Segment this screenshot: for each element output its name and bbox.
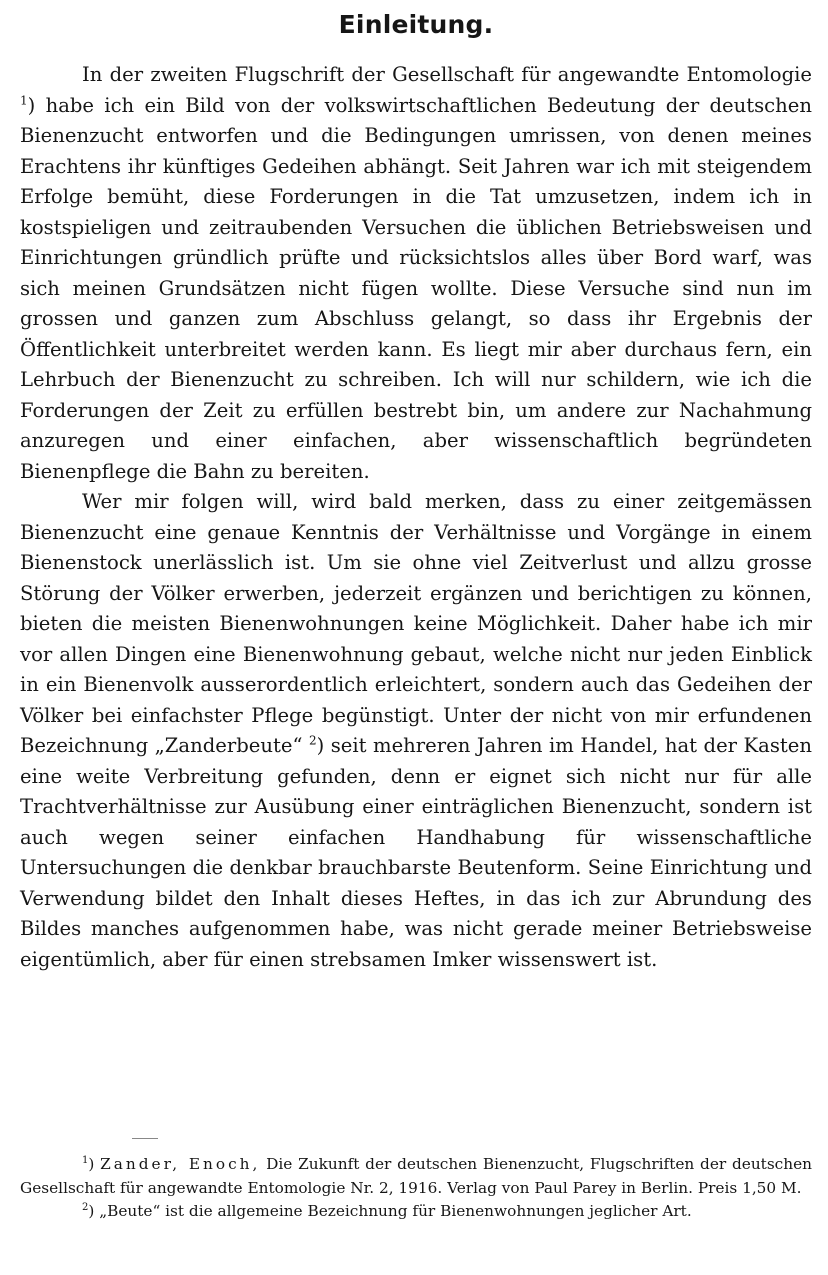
footnote-1 — [20, 1153, 812, 1200]
footnote-mark: 1 — [82, 1154, 89, 1166]
paragraph-text: ) seit mehreren Jahren im Handel, hat der Kasten eine weite Verbreitung gefunden, denn er eignet sich nicht nur für alle Trachtverhältnisse zur Ausübung einer einträglichen Bienenzucht, sondern ist auch wegen seiner einfachen Handhabung für wissenschaftliche Untersuchungen die denkbar brauchbarste Beutenform. Seine Einrichtung und Verwendung bildet den Inhalt dieses Heftes, in das ich zur Abrundung des Bildes manches aufgenommen habe, was nicht gerade meiner Betriebsweise eigentümlich, aber für einen strebsamen Imker wissenswert ist. — [20, 734, 812, 971]
document-page — [20, 0, 812, 1275]
footnote-reference-2: 2 — [308, 733, 317, 748]
body-text — [20, 60, 812, 975]
paragraph-1 — [20, 60, 812, 487]
paragraph-text: ) habe ich ein Bild von der volkswirtschaftlichen Bedeutung der deutschen Bienenzucht entworfen und die Bedingungen umrissen, von denen meines Erachtens ihr künftiges Gedeihen abhängt. Seit Jahren war ich mit steigendem Erfolge bemüht, diese Forderungen in die Tat umzusetzen, indem ich in kostspieligen und zeitraubenden Versuchen die üblichen Betriebsweisen und Einrichtungen gründlich prüfte und rücksichtslos alles über Bord warf, was sich meinen Grundsätzen nicht fügen wollte. Diese Versuche sind nun im grossen und ganzen zum Abschluss gelangt, so dass ihr Ergebnis der Öffentlichkeit unterbreitet werden kann. Es liegt mir aber durchaus fern, ein Lehrbuch der Bienenzucht zu schreiben. Ich will nur schildern, wie ich die Forderungen der Zeit zu erfüllen bestrebt bin, um andere zur Nachahmung anzuregen und einer einfachen, aber wissenschaftlich begründeten Bienenpflege die Bahn zu bereiten. — [20, 93, 812, 483]
paragraph-text: In der zweiten Flugschrift der Gesellschaft für angewandte Entomologie — [82, 63, 812, 86]
footnote-divider — [132, 1138, 158, 1139]
footnotes — [20, 1153, 812, 1224]
footnote-text: ) Zander, Enoch, Die Zukunft der deutschen Bienenzucht, Flugschriften der deutschen Gesellschaft für angewandte Entomologie Nr. 2, 1916. Verlag von Paul Parey in Berlin. Preis 1,50 M. — [20, 1155, 812, 1197]
footnote-reference-1: 1 — [20, 92, 28, 107]
footnote-author: Zander, Enoch, — [100, 1155, 261, 1173]
paragraph-2 — [20, 487, 812, 975]
footnote-2 — [20, 1200, 812, 1224]
page-title: Einleitung. — [338, 10, 494, 39]
footnote-text: ) „Beute“ ist die allgemeine Bezeichnung für Bienenwohnungen jeglicher Art. — [88, 1202, 692, 1220]
footnote-mark: 2 — [82, 1201, 89, 1213]
paragraph-text: Wer mir folgen will, wird bald merken, dass zu einer zeitgemässen Bienenzucht eine genaue Kenntnis der Verhältnisse und Vorgänge in einem Bienenstock unerlässlich ist. Um sie ohne viel Zeitverlust und allzu grosse Störung der Völker erwerben, jederzeit ergänzen und berichtigen zu können, bieten die meisten Bienenwohnungen keine Möglichkeit. Daher habe ich mir vor allen Dingen eine Bienenwohnung gebaut, welche nicht nur jeden Einblick in ein Bienenvolk ausserordentlich erleichtert, sondern auch das Gedeihen der Völker bei einfachster Pflege begünstigt. Unter der nicht von mir erfundenen Bezeichnung „Zanderbeute“ — [20, 490, 812, 757]
